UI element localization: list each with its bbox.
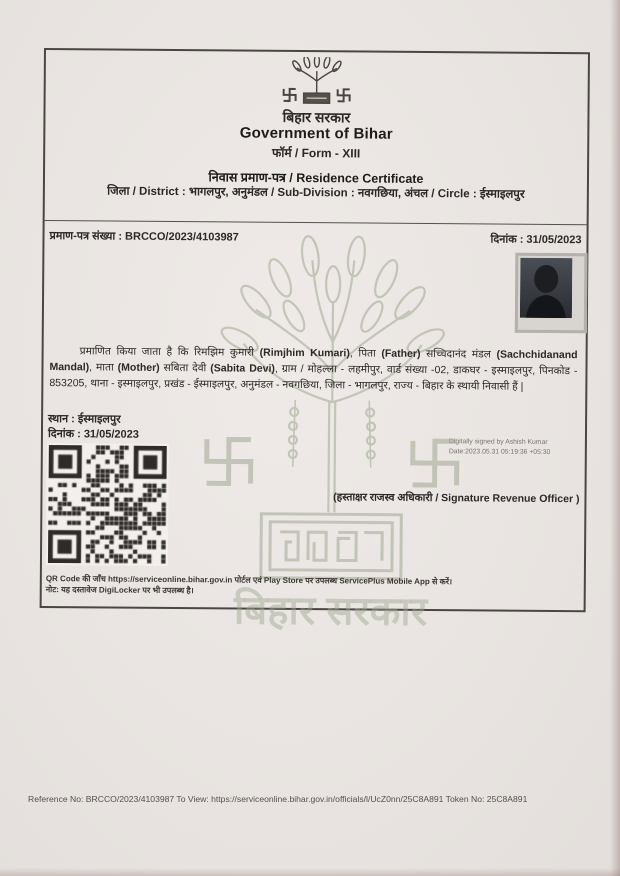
certificate-border-box bbox=[40, 48, 590, 635]
signature-revenue-officer-line: (हस्ताक्षर राजस्व अधिकारी / Signature Revenue Officer ) bbox=[333, 491, 580, 506]
org-name-hindi: बिहार सरकार bbox=[282, 108, 351, 126]
issue-date-bottom-line bbox=[48, 426, 139, 442]
qr-code-note bbox=[46, 574, 566, 600]
bihar-emblem-logo bbox=[282, 57, 352, 110]
org-name-english: Government of Bihar bbox=[239, 124, 393, 143]
watermark-text: बिहार सरकार bbox=[233, 588, 428, 635]
certificate-paragraph: प्रमाणित किया जाता है कि रिमझिम कुमारी (Rimjhim Kumari), पिता (Father) सच्चिदानंद मंडल (Sachchidanand Mandal), माता (Mother) सबिता देवी (Sabita Devi), ग्राम / मोहल्ला - लहमीपुर, वार्ड संख्या -02, डाकघर - इस्माइलपुर, पिनकोड - 853205, थाना - इस्माइलपुर, प्रखंड - ईस्माइलपुर, अनुमंडल - नवगछिया, जिला - भागलपुर, राज्य - बिहार के स्थायी निवासी हैं | bbox=[49, 345, 578, 393]
issue-place-line bbox=[48, 411, 121, 427]
certificate-number-label: प्रमाण-पत्र संख्या : bbox=[49, 230, 123, 243]
scan-edge-shadow-right bbox=[610, 0, 620, 876]
digital-signature-line2: Date:2023.05.31 05:19:36 +05:30 bbox=[448, 448, 551, 456]
form-number-line: फॉर्म / Form - XIII bbox=[272, 145, 361, 161]
issue-date-bottom-label: दिनांक : bbox=[47, 428, 81, 441]
issue-date-top-line bbox=[491, 232, 582, 248]
issue-date-top-label: दिनांक : bbox=[490, 233, 524, 246]
district-subdivision-circle-line: जिला / District : भागलपुर, अनुमंडल / Sub-Division : नवगछिया, अंचल / Circle : ईस्माइलपुर bbox=[107, 185, 525, 201]
issue-place-value: ईस्माइलपुर bbox=[77, 413, 121, 426]
qr-code-note-line2: नोट: यह दस्तावेज DigiLocker पर भी उपलब्ध है। bbox=[45, 584, 194, 595]
qr-code bbox=[46, 443, 169, 566]
applicant-photo bbox=[515, 253, 588, 334]
issue-place-label: स्थान : bbox=[48, 413, 75, 426]
qr-code-note-line1: QR Code की जाँच https://serviceonline.bihar.gov.in पोर्टल एवं Play Store पर उपलब्ध ServicePlus Mobile App से करें। bbox=[45, 574, 453, 587]
issue-date-top-value: 31/05/2023 bbox=[526, 233, 582, 247]
header-divider bbox=[45, 220, 587, 225]
certificate-number-value: BRCCO/2023/4103987 bbox=[125, 230, 239, 244]
reference-footer-line: Reference No: BRCCO/2023/4103987 To View: https://serviceonline.bihar.gov.in/officials/l/UcZ0nn/25C8A891 Token No: 25C8A891 bbox=[28, 794, 528, 804]
issue-date-bottom-value: 31/05/2023 bbox=[83, 428, 139, 441]
certificate-title: निवास प्रमाण-पत्र / Residence Certificate bbox=[208, 170, 424, 186]
scan-edge-shadow-bottom bbox=[0, 868, 620, 876]
digital-signature-line1: Digitally signed by Ashish Kumar bbox=[448, 438, 548, 446]
